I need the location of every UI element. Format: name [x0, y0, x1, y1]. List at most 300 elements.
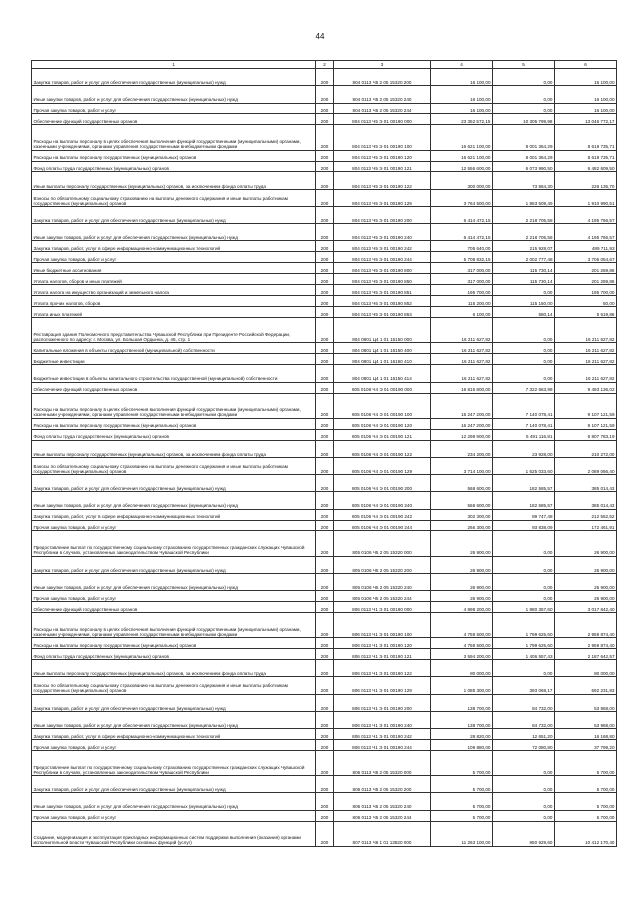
table-row	[32, 296, 617, 307]
row-rest-cell: 26 900,00	[555, 531, 617, 556]
row-fact-cell: 0,00	[493, 69, 555, 86]
row-plan-cell: 5 700,00	[431, 776, 493, 793]
row-plan-cell: 6 414 472,15	[431, 206, 493, 223]
row-plan-cell: 5 700,00	[431, 750, 493, 775]
row-name-cell: Иные выплаты персоналу государственных (муниципальных) органов, за исключением фонда оплаты труда	[32, 440, 316, 457]
row-fact-cell: 6 073 990,50	[493, 161, 555, 172]
row-name-cell: Закупка товаров, работ, услуг в сфере информационно-коммуникационных технологий	[32, 509, 316, 520]
row-code-cell: 806 0113 Ч5 2 05 15320 000	[334, 750, 431, 775]
table-row	[32, 520, 617, 531]
table-row	[32, 252, 617, 263]
row-plan-cell: 138 700,00	[431, 694, 493, 711]
row-ministry-cell: 200	[316, 776, 334, 793]
row-name-cell: Бюджетные инвестиции в объекты капитального строительства государственной (муниципальной) собственности	[32, 365, 316, 382]
table-row	[32, 677, 617, 694]
row-rest-cell: 172 461,91	[555, 520, 617, 531]
row-fact-cell: 2 218 705,58	[493, 224, 555, 241]
row-ministry-cell: 200	[316, 307, 334, 318]
table-row	[32, 573, 617, 590]
row-name-cell: Закупка товаров, работ и услуг для обеспечения государственных (муниципальных) нужд	[32, 556, 316, 573]
row-plan-cell: 16 247 200,00	[431, 393, 493, 418]
row-fact-cell: 0,00	[493, 793, 555, 810]
row-code-cell: 806 0113 Ч5 2 05 15320 244	[334, 810, 431, 821]
row-plan-cell: 3 764 500,00	[431, 189, 493, 206]
column-number-4: 4	[431, 61, 493, 69]
row-name-cell: Обеспечение функций государственных органов	[32, 114, 316, 125]
row-rest-cell: 53 968,00	[555, 694, 617, 711]
row-name-cell: Иные закупки товаров, работ и услуг для обеспечения государственных (муниципальных) нужд	[32, 573, 316, 590]
row-code-cell: 805 0106 Ч4 Э 01 00190 129	[334, 457, 431, 474]
row-name-cell: Закупка товаров, работ, услуг в сфере информационно-коммуникационных технологий	[32, 241, 316, 252]
row-ministry-cell: 200	[316, 740, 334, 751]
row-code-cell: 804 0113 Ч5 Э 01 00190 129	[334, 189, 431, 206]
row-ministry-cell: 200	[316, 591, 334, 602]
row-fact-cell: 84 732,00	[493, 694, 555, 711]
row-plan-cell: 12 556 600,00	[431, 161, 493, 172]
row-name-cell: Закупка товаров, работ и услуг для обеспечения государственных (муниципальных) нужд	[32, 475, 316, 492]
row-plan-cell: 266 300,00	[431, 520, 493, 531]
row-code-cell: 804 0113 Ч5 Э 01 00190 200	[334, 206, 431, 223]
row-name-cell: Иные выплаты персоналу государственных (муниципальных) органов, за исключением фонда оплаты труда	[32, 172, 316, 189]
row-name-cell: Уплата налога на имущество организаций и земельного налога	[32, 285, 316, 296]
table-row	[32, 660, 617, 677]
row-code-cell: 804 0113 Ч5 Э 01 00190 852	[334, 296, 431, 307]
row-code-cell: 805 0106 Ч5 2 05 15320 240	[334, 573, 431, 590]
row-ministry-cell: 200	[316, 509, 334, 520]
row-fact-cell: 5 491 116,81	[493, 429, 555, 440]
row-ministry-cell: 200	[316, 793, 334, 810]
row-fact-cell: 1 799 625,60	[493, 638, 555, 649]
row-rest-cell: 210 272,00	[555, 440, 617, 457]
row-ministry-cell: 200	[316, 125, 334, 150]
row-fact-cell: 7 140 078,41	[493, 418, 555, 429]
row-ministry-cell: 200	[316, 252, 334, 263]
row-ministry-cell: 200	[316, 343, 334, 354]
row-ministry-cell: 200	[316, 649, 334, 660]
row-name-cell: Прочая закупка товаров, работ и услуг	[32, 810, 316, 821]
table-row	[32, 224, 617, 241]
row-ministry-cell: 200	[316, 318, 334, 343]
row-ministry-cell: 200	[316, 613, 334, 638]
column-number-row	[32, 61, 617, 69]
row-code-cell: 804 0113 Ч5 Э 01 00190 800	[334, 263, 431, 274]
row-fact-cell: 0,00	[493, 750, 555, 775]
row-plan-cell: 3 714 100,00	[431, 457, 493, 474]
table-row	[32, 69, 617, 86]
row-fact-cell: 0,00	[493, 343, 555, 354]
row-rest-cell: 2 959 874,40	[555, 613, 617, 638]
row-ministry-cell: 200	[316, 285, 334, 296]
row-rest-cell: 16 100,00	[555, 69, 617, 86]
row-ministry-cell: 200	[316, 750, 334, 775]
row-ministry-cell: 200	[316, 531, 334, 556]
row-ministry-cell: 200	[316, 556, 334, 573]
table-row	[32, 161, 617, 172]
row-rest-cell: 385 014,43	[555, 475, 617, 492]
row-code-cell: 804 0113 Ч5 Э 01 00190 850	[334, 274, 431, 285]
row-plan-cell: 28 820,00	[431, 729, 493, 740]
row-code-cell: 804 0113 Ч5 Э 01 00190 853	[334, 307, 431, 318]
row-name-cell: Взносы по обязательному социальному страхованию на выплаты денежного содержания и иные выплаты работникам государственных (муниципальных) органов	[32, 677, 316, 694]
row-plan-cell: 16 211 627,82	[431, 365, 493, 382]
row-rest-cell: 9 107 121,59	[555, 418, 617, 429]
table-row	[32, 189, 617, 206]
row-ministry-cell: 200	[316, 440, 334, 457]
row-code-cell: 804 0113 Ч5 2 05 15320 244	[334, 103, 431, 114]
row-code-cell: 805 0106 Ч5 2 05 15320 200	[334, 556, 431, 573]
row-rest-cell: 201 269,86	[555, 274, 617, 285]
row-fact-cell: 115 730,14	[493, 263, 555, 274]
row-fact-cell: 10 305 799,98	[493, 114, 555, 125]
row-plan-cell: 4 898 200,00	[431, 602, 493, 613]
row-fact-cell: 84 732,00	[493, 711, 555, 728]
row-code-cell: 804 0801 Ц4 1 01 16150 400	[334, 343, 431, 354]
row-code-cell: 804 0801 Ц4 1 01 16150 410	[334, 354, 431, 365]
row-name-cell: Закупка товаров, работ и услуг для обеспечения государственных (муниципальных) нужд	[32, 69, 316, 86]
row-fact-cell: 72 080,80	[493, 740, 555, 751]
row-plan-cell: 5 700,00	[431, 793, 493, 810]
row-code-cell: 805 0106 Ч5 2 05 15320 000	[334, 531, 431, 556]
page-number: 44	[315, 32, 325, 41]
row-ministry-cell: 200	[316, 393, 334, 418]
row-code-cell: 805 0106 Ч4 Э 01 00190 121	[334, 429, 431, 440]
row-code-cell: 804 0801 Ц4 1 01 16150 000	[334, 318, 431, 343]
row-plan-cell: 16 211 627,82	[431, 343, 493, 354]
row-name-cell: Иные закупки товаров, работ и услуг для обеспечения государственных (муниципальных) нужд	[32, 711, 316, 728]
row-code-cell: 804 0113 Ч5 Э 01 00190 120	[334, 150, 431, 161]
row-code-cell: 804 0113 Ч5 2 05 15320 240	[334, 86, 431, 103]
row-fact-cell: 1 853 509,49	[493, 189, 555, 206]
row-fact-cell: 12 651,20	[493, 729, 555, 740]
table-row	[32, 475, 617, 492]
row-ministry-cell: 200	[316, 86, 334, 103]
row-name-cell: Уплата прочих налогов, сборов	[32, 296, 316, 307]
row-code-cell: 805 0106 Ч4 Э 01 00190 000	[334, 382, 431, 393]
row-ministry-cell: 200	[316, 150, 334, 161]
row-rest-cell: 212 552,52	[555, 509, 617, 520]
row-ministry-cell: 200	[316, 189, 334, 206]
row-code-cell: 804 0113 Ч5 Э 01 00190 242	[334, 241, 431, 252]
row-rest-cell: 3 017 842,40	[555, 602, 617, 613]
row-rest-cell: 6 807 783,19	[555, 429, 617, 440]
row-code-cell: 806 0113 Ч1 Э 01 00190 129	[334, 677, 431, 694]
row-rest-cell: 80 000,00	[555, 660, 617, 677]
row-plan-cell: 16 211 627,82	[431, 354, 493, 365]
row-rest-cell: 5 700,00	[555, 810, 617, 821]
table-row	[32, 556, 617, 573]
row-name-cell: Фонд оплаты труда государственных (муниципальных) органов	[32, 649, 316, 660]
row-name-cell: Иные закупки товаров, работ и услуг для обеспечения государственных (муниципальных) нужд	[32, 224, 316, 241]
row-rest-cell: 692 231,83	[555, 677, 617, 694]
row-code-cell: 806 0113 Ч1 Э 01 00190 120	[334, 638, 431, 649]
table-row	[32, 274, 617, 285]
row-ministry-cell: 200	[316, 660, 334, 677]
row-plan-cell: 16 815 800,00	[431, 382, 493, 393]
row-name-cell: Расходы на выплаты персоналу в целях обеспечения выполнения функций государственными (муниципальными) органами, казенными учреждениями, органами управления государственными внебюджетными фондами	[32, 613, 316, 638]
row-code-cell: 804 0113 Ч5 2 05 15320 200	[334, 69, 431, 86]
table-row	[32, 285, 617, 296]
row-fact-cell: 0,00	[493, 810, 555, 821]
row-rest-cell: 10 412 170,40	[555, 821, 617, 846]
row-ministry-cell: 200	[316, 677, 334, 694]
row-ministry-cell: 200	[316, 520, 334, 531]
row-fact-cell: 393 068,17	[493, 677, 555, 694]
row-plan-cell: 26 900,00	[431, 591, 493, 602]
row-rest-cell: 16 211 627,82	[555, 318, 617, 343]
row-rest-cell: 16 211 627,82	[555, 354, 617, 365]
row-fact-cell: 8 001 364,29	[493, 125, 555, 150]
row-fact-cell: 0,00	[493, 285, 555, 296]
row-plan-cell: 5 700,00	[431, 810, 493, 821]
table-row	[32, 150, 617, 161]
row-fact-cell: 0,00	[493, 573, 555, 590]
row-code-cell: 805 0106 Ч4 Э 01 00190 122	[334, 440, 431, 457]
table-row	[32, 382, 617, 393]
row-name-cell: Предоставление выплат по государственному социальному страхованию государственных гражданских служащих Чувашской Республики в случаях, установленных законодательством Чувашской Республики	[32, 750, 316, 775]
row-fact-cell: 0,00	[493, 776, 555, 793]
row-fact-cell: 73 864,30	[493, 172, 555, 189]
budget-table	[31, 60, 617, 847]
table-row	[32, 729, 617, 740]
row-ministry-cell: 200	[316, 729, 334, 740]
row-fact-cell: 0,00	[493, 365, 555, 382]
row-rest-cell: 50,00	[555, 296, 617, 307]
row-rest-cell: 385 014,43	[555, 492, 617, 509]
row-code-cell: 804 0113 Ч5 Э 01 00190 122	[334, 172, 431, 189]
table-row	[32, 810, 617, 821]
row-ministry-cell: 200	[316, 206, 334, 223]
row-plan-cell: 317 000,00	[431, 263, 493, 274]
row-code-cell: 804 0113 Ч5 Э 01 00190 100	[334, 125, 431, 150]
row-ministry-cell: 200	[316, 172, 334, 189]
row-rest-cell: 37 799,20	[555, 740, 617, 751]
table-row	[32, 649, 617, 660]
row-plan-cell: 16 621 100,00	[431, 125, 493, 150]
table-row	[32, 429, 617, 440]
row-code-cell: 806 0113 Ч1 Э 01 00190 122	[334, 660, 431, 677]
row-code-cell: 804 0801 Ц4 1 01 16150 414	[334, 365, 431, 382]
row-name-cell: Уплата налогов, сборов и иных платежей	[32, 274, 316, 285]
row-code-cell: 806 0113 Ч5 2 05 15320 240	[334, 793, 431, 810]
column-number-3: 3	[334, 61, 431, 69]
row-rest-cell: 8 619 735,71	[555, 150, 617, 161]
row-ministry-cell: 200	[316, 429, 334, 440]
row-code-cell: 805 0106 Ч4 Э 01 00190 100	[334, 393, 431, 418]
row-rest-cell: 26 900,00	[555, 556, 617, 573]
row-name-cell: Взносы по обязательному социальному страхованию на выплаты денежного содержания и иные выплаты работникам государственных (муниципальных) органов	[32, 457, 316, 474]
row-name-cell: Закупка товаров, работ и услуг для обеспечения государственных (муниципальных) нужд	[32, 206, 316, 223]
row-fact-cell: 115 730,14	[493, 274, 555, 285]
row-fact-cell: 1 625 033,60	[493, 457, 555, 474]
row-fact-cell: 89 747,48	[493, 509, 555, 520]
table-row	[32, 440, 617, 457]
row-rest-cell: 195 700,00	[555, 285, 617, 296]
row-fact-cell: 182 585,57	[493, 475, 555, 492]
row-fact-cell: 0,00	[493, 103, 555, 114]
row-code-cell: 804 0113 Ч5 Э 01 00190 000	[334, 114, 431, 125]
table-row	[32, 492, 617, 509]
table-row	[32, 711, 617, 728]
row-plan-cell: 302 300,00	[431, 509, 493, 520]
row-fact-cell: 115 150,00	[493, 296, 555, 307]
column-number-1: 1	[32, 61, 316, 69]
table-row	[32, 318, 617, 343]
row-ministry-cell: 200	[316, 263, 334, 274]
row-code-cell: 805 0106 Ч4 Э 01 00190 200	[334, 475, 431, 492]
row-name-cell: Закупка товаров, работ, услуг в сфере информационно-коммуникационных технологий	[32, 729, 316, 740]
row-ministry-cell: 200	[316, 810, 334, 821]
table-row	[32, 821, 617, 846]
row-name-cell: Реставрация здания Полномочного представительства Чувашской Республики при Президенте Российской Федерации, расположенного по адресу: г. Москва, ул. Большая Ордынка, д. 46, стр. 1	[32, 318, 316, 343]
row-plan-cell: 234 200,00	[431, 440, 493, 457]
row-ministry-cell: 200	[316, 114, 334, 125]
row-plan-cell: 109 880,00	[431, 740, 493, 751]
row-ministry-cell: 200	[316, 296, 334, 307]
row-code-cell: 804 0113 Ч5 Э 01 00190 244	[334, 252, 431, 263]
row-rest-cell: 5 700,00	[555, 793, 617, 810]
row-rest-cell: 2 959 874,40	[555, 638, 617, 649]
row-code-cell: 806 0113 Ч1 Э 01 00190 244	[334, 740, 431, 751]
table-row	[32, 694, 617, 711]
row-ministry-cell: 200	[316, 602, 334, 613]
row-name-cell: Прочая закупка товаров, работ и услуг	[32, 591, 316, 602]
row-plan-cell: 16 100,00	[431, 103, 493, 114]
row-fact-cell: 0,00	[493, 318, 555, 343]
row-plan-cell: 568 600,00	[431, 475, 493, 492]
table-row	[32, 365, 617, 382]
row-name-cell: Прочая закупка товаров, работ и услуг	[32, 520, 316, 531]
row-code-cell: 804 0113 Ч5 Э 01 00190 121	[334, 161, 431, 172]
row-rest-cell: 5 700,00	[555, 776, 617, 793]
row-name-cell: Расходы на выплаты персоналу государственных (муниципальных) органов	[32, 418, 316, 429]
row-plan-cell: 80 000,00	[431, 660, 493, 677]
row-ministry-cell: 200	[316, 492, 334, 509]
row-rest-cell: 26 900,00	[555, 573, 617, 590]
row-fact-cell: 1 406 557,43	[493, 649, 555, 660]
row-fact-cell: 0,00	[493, 591, 555, 602]
table-row	[32, 241, 617, 252]
row-ministry-cell: 200	[316, 69, 334, 86]
row-plan-cell: 317 000,00	[431, 274, 493, 285]
table-row	[32, 172, 617, 189]
table-row	[32, 509, 617, 520]
row-rest-cell: 6 482 609,50	[555, 161, 617, 172]
row-fact-cell: 1 880 357,60	[493, 602, 555, 613]
row-code-cell: 806 0113 Ч1 Э 01 00190 100	[334, 613, 431, 638]
row-plan-cell: 12 298 900,00	[431, 429, 493, 440]
table-row	[32, 776, 617, 793]
table-row	[32, 602, 617, 613]
row-rest-cell: 5 700,00	[555, 750, 617, 775]
row-name-cell: Расходы на выплаты персоналу в целях обеспечения выполнения функций государственными (муниципальными) органами, казенными учреждениями, органами управления государственными внебюджетными фондами	[32, 125, 316, 150]
row-name-cell: Прочая закупка товаров, работ и услуг	[32, 103, 316, 114]
row-ministry-cell: 200	[316, 103, 334, 114]
row-code-cell: 806 0113 Ч5 2 05 15320 200	[334, 776, 431, 793]
row-ministry-cell: 200	[316, 638, 334, 649]
row-name-cell: Создание, модернизация и эксплуатация прикладных информационных систем поддержки выполнения (оказания) органами исполнительной власти Чувашской Республики основных функций (услуг)	[32, 821, 316, 846]
row-plan-cell: 5 708 832,15	[431, 252, 493, 263]
row-rest-cell: 226 135,70	[555, 172, 617, 189]
row-fact-cell: 7 322 663,98	[493, 382, 555, 393]
row-name-cell: Иные выплаты персоналу государственных (муниципальных) органов, за исключением фонда оплаты труда	[32, 660, 316, 677]
row-name-cell: Обеспечение функций государственных органов	[32, 602, 316, 613]
row-ministry-cell: 200	[316, 711, 334, 728]
row-fact-cell: 0,00	[493, 86, 555, 103]
row-code-cell: 804 0113 Ч5 Э 01 00190 240	[334, 224, 431, 241]
row-rest-cell: 26 900,00	[555, 591, 617, 602]
row-plan-cell: 23 352 572,15	[431, 114, 493, 125]
row-name-cell: Расходы на выплаты персоналу в целях обеспечения выполнения функций государственными (муниципальными) органами, казенными учреждениями, органами управления государственными внебюджетными фондами	[32, 393, 316, 418]
row-name-cell: Иные закупки товаров, работ и услуг для обеспечения государственных (муниципальных) нужд	[32, 793, 316, 810]
table-row	[32, 740, 617, 751]
row-plan-cell: 16 247 200,00	[431, 418, 493, 429]
row-code-cell: 806 0113 Ч1 Э 01 00190 242	[334, 729, 431, 740]
row-plan-cell: 26 900,00	[431, 531, 493, 556]
row-plan-cell: 138 700,00	[431, 711, 493, 728]
row-rest-cell: 13 046 772,17	[555, 114, 617, 125]
row-name-cell: Расходы на выплаты персоналу государственных (муниципальных) органов	[32, 638, 316, 649]
table-row	[32, 206, 617, 223]
row-name-cell: Прочая закупка товаров, работ и услуг	[32, 740, 316, 751]
row-rest-cell: 53 968,00	[555, 711, 617, 728]
row-plan-cell: 4 759 500,00	[431, 638, 493, 649]
row-name-cell: Прочая закупка товаров, работ и услуг	[32, 252, 316, 263]
row-plan-cell: 3 594 200,00	[431, 649, 493, 660]
row-name-cell: Иные бюджетные ассигнования	[32, 263, 316, 274]
column-number-5: 5	[493, 61, 555, 69]
row-rest-cell: 3 706 054,67	[555, 252, 617, 263]
table-row	[32, 457, 617, 474]
table-row	[32, 354, 617, 365]
row-name-cell: Расходы на выплаты персоналу государственных (муниципальных) органов	[32, 150, 316, 161]
row-ministry-cell: 200	[316, 365, 334, 382]
row-name-cell: Бюджетные инвестиции	[32, 354, 316, 365]
row-rest-cell: 8 619 735,71	[555, 125, 617, 150]
row-rest-cell: 9 107 121,59	[555, 393, 617, 418]
table-row	[32, 531, 617, 556]
column-number-2: 2	[316, 61, 334, 69]
row-plan-cell: 26 900,00	[431, 556, 493, 573]
row-plan-cell: 300 000,00	[431, 172, 493, 189]
row-plan-cell: 16 100,00	[431, 86, 493, 103]
row-ministry-cell: 200	[316, 224, 334, 241]
row-ministry-cell: 200	[316, 694, 334, 711]
row-plan-cell: 4 759 500,00	[431, 613, 493, 638]
row-fact-cell: 0,00	[493, 660, 555, 677]
row-fact-cell: 1 799 625,60	[493, 613, 555, 638]
row-fact-cell: 7 140 078,41	[493, 393, 555, 418]
row-plan-cell: 16 621 100,00	[431, 150, 493, 161]
row-ministry-cell: 200	[316, 475, 334, 492]
row-rest-cell: 16 100,00	[555, 103, 617, 114]
row-plan-cell: 6 100,00	[431, 307, 493, 318]
row-plan-cell: 6 414 472,15	[431, 224, 493, 241]
row-name-cell: Обеспечение функций государственных органов	[32, 382, 316, 393]
row-ministry-cell: 200	[316, 241, 334, 252]
row-rest-cell: 489 711,93	[555, 241, 617, 252]
table-row	[32, 750, 617, 775]
row-code-cell: 806 0113 Ч1 Э 01 00190 240	[334, 711, 431, 728]
table-row	[32, 114, 617, 125]
row-name-cell: Уплата иных платежей	[32, 307, 316, 318]
table-row	[32, 613, 617, 638]
row-rest-cell: 4 195 766,57	[555, 206, 617, 223]
row-ministry-cell: 200	[316, 821, 334, 846]
row-rest-cell: 2 187 642,57	[555, 649, 617, 660]
row-ministry-cell: 200	[316, 382, 334, 393]
row-rest-cell: 5 519,86	[555, 307, 617, 318]
row-ministry-cell: 200	[316, 354, 334, 365]
